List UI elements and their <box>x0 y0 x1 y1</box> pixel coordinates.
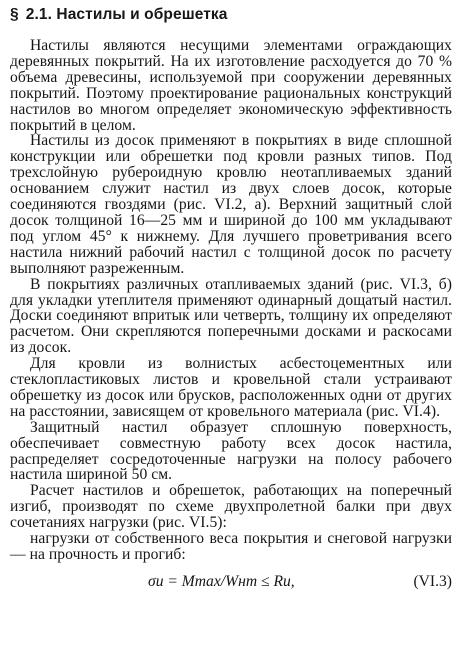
paragraph-intro: Настилы являются несущими элементами ограждающих деревянных покрытий. На их изготовление расходуется до 70 % объема древесины, используемой при сооружении деревянных покрытий. Поэтому проектирование рациональных конструкций настилов во многом определяет экономическую эффективность покрытий в целом. <box>10 37 452 134</box>
formula-number: (VI.3) <box>413 572 452 590</box>
paragraph-protective-layer: Защитный настил образует сплошную поверхность, обеспечивает совместную работу всех досок настила, распределяет сосредоточенные нагрузки на полосу рабочего настила шириной 50 см. <box>10 418 452 484</box>
paragraph-sheathing: Для кровли из волнистых асбестоцементных или стеклопластиковых листов и кровельной стали устраивают обрешетку из досок или брусков, расположенных одни от других на расстоянии, зависящем от кровельного материала (рис. VI.4). <box>10 355 452 420</box>
section-sign: § <box>10 6 19 23</box>
formula-row <box>10 571 452 595</box>
bending-stress-formula: σи = Mmax/Wнт ≤ Rи, <box>148 572 295 590</box>
paragraph-load-combination: нагрузки от собственного веса покрытия и снеговой нагрузки — на прочность и прогиб: <box>10 530 452 563</box>
section-title: 2.1. Настилы и обрешетка <box>25 6 228 23</box>
paragraph-heated-buildings: В покрытиях различных отапливаемых зданий (рис. VI.3, б) для укладки утеплителя применяют одинарный дощатый настил. Доски соединяют впритык или четверть, толщину их определяют расчетом. Они скрепляются поперечными досками и раскосами из досок. <box>10 275 452 357</box>
paragraph-calculation: Расчет настилов и обрешеток, работающих на поперечный изгиб, производят по схеме двухпролетной балки при двух сочетаниях нагрузки (рис. VI.5): <box>10 482 452 532</box>
section-heading <box>10 5 452 25</box>
paragraph-board-decking: Настилы из досок применяют в покрытиях в виде сплошной конструкции или обрешетки под кровли разных типов. Под трехслойную рубероидную кровлю неотапливаемых зданий основанием служит настил из двух слоев досок, которые соединяются гвоздями (рис. VI.2, а). Верхний защитный слой досок толщиной 16—25 мм и шириной до 100 мм укладывают под углом 45° к нижнему. Для лучшего проветривания всего настила нижний рабочий настил с толщиной досок по расчету выполняют разреженным. <box>10 132 452 277</box>
